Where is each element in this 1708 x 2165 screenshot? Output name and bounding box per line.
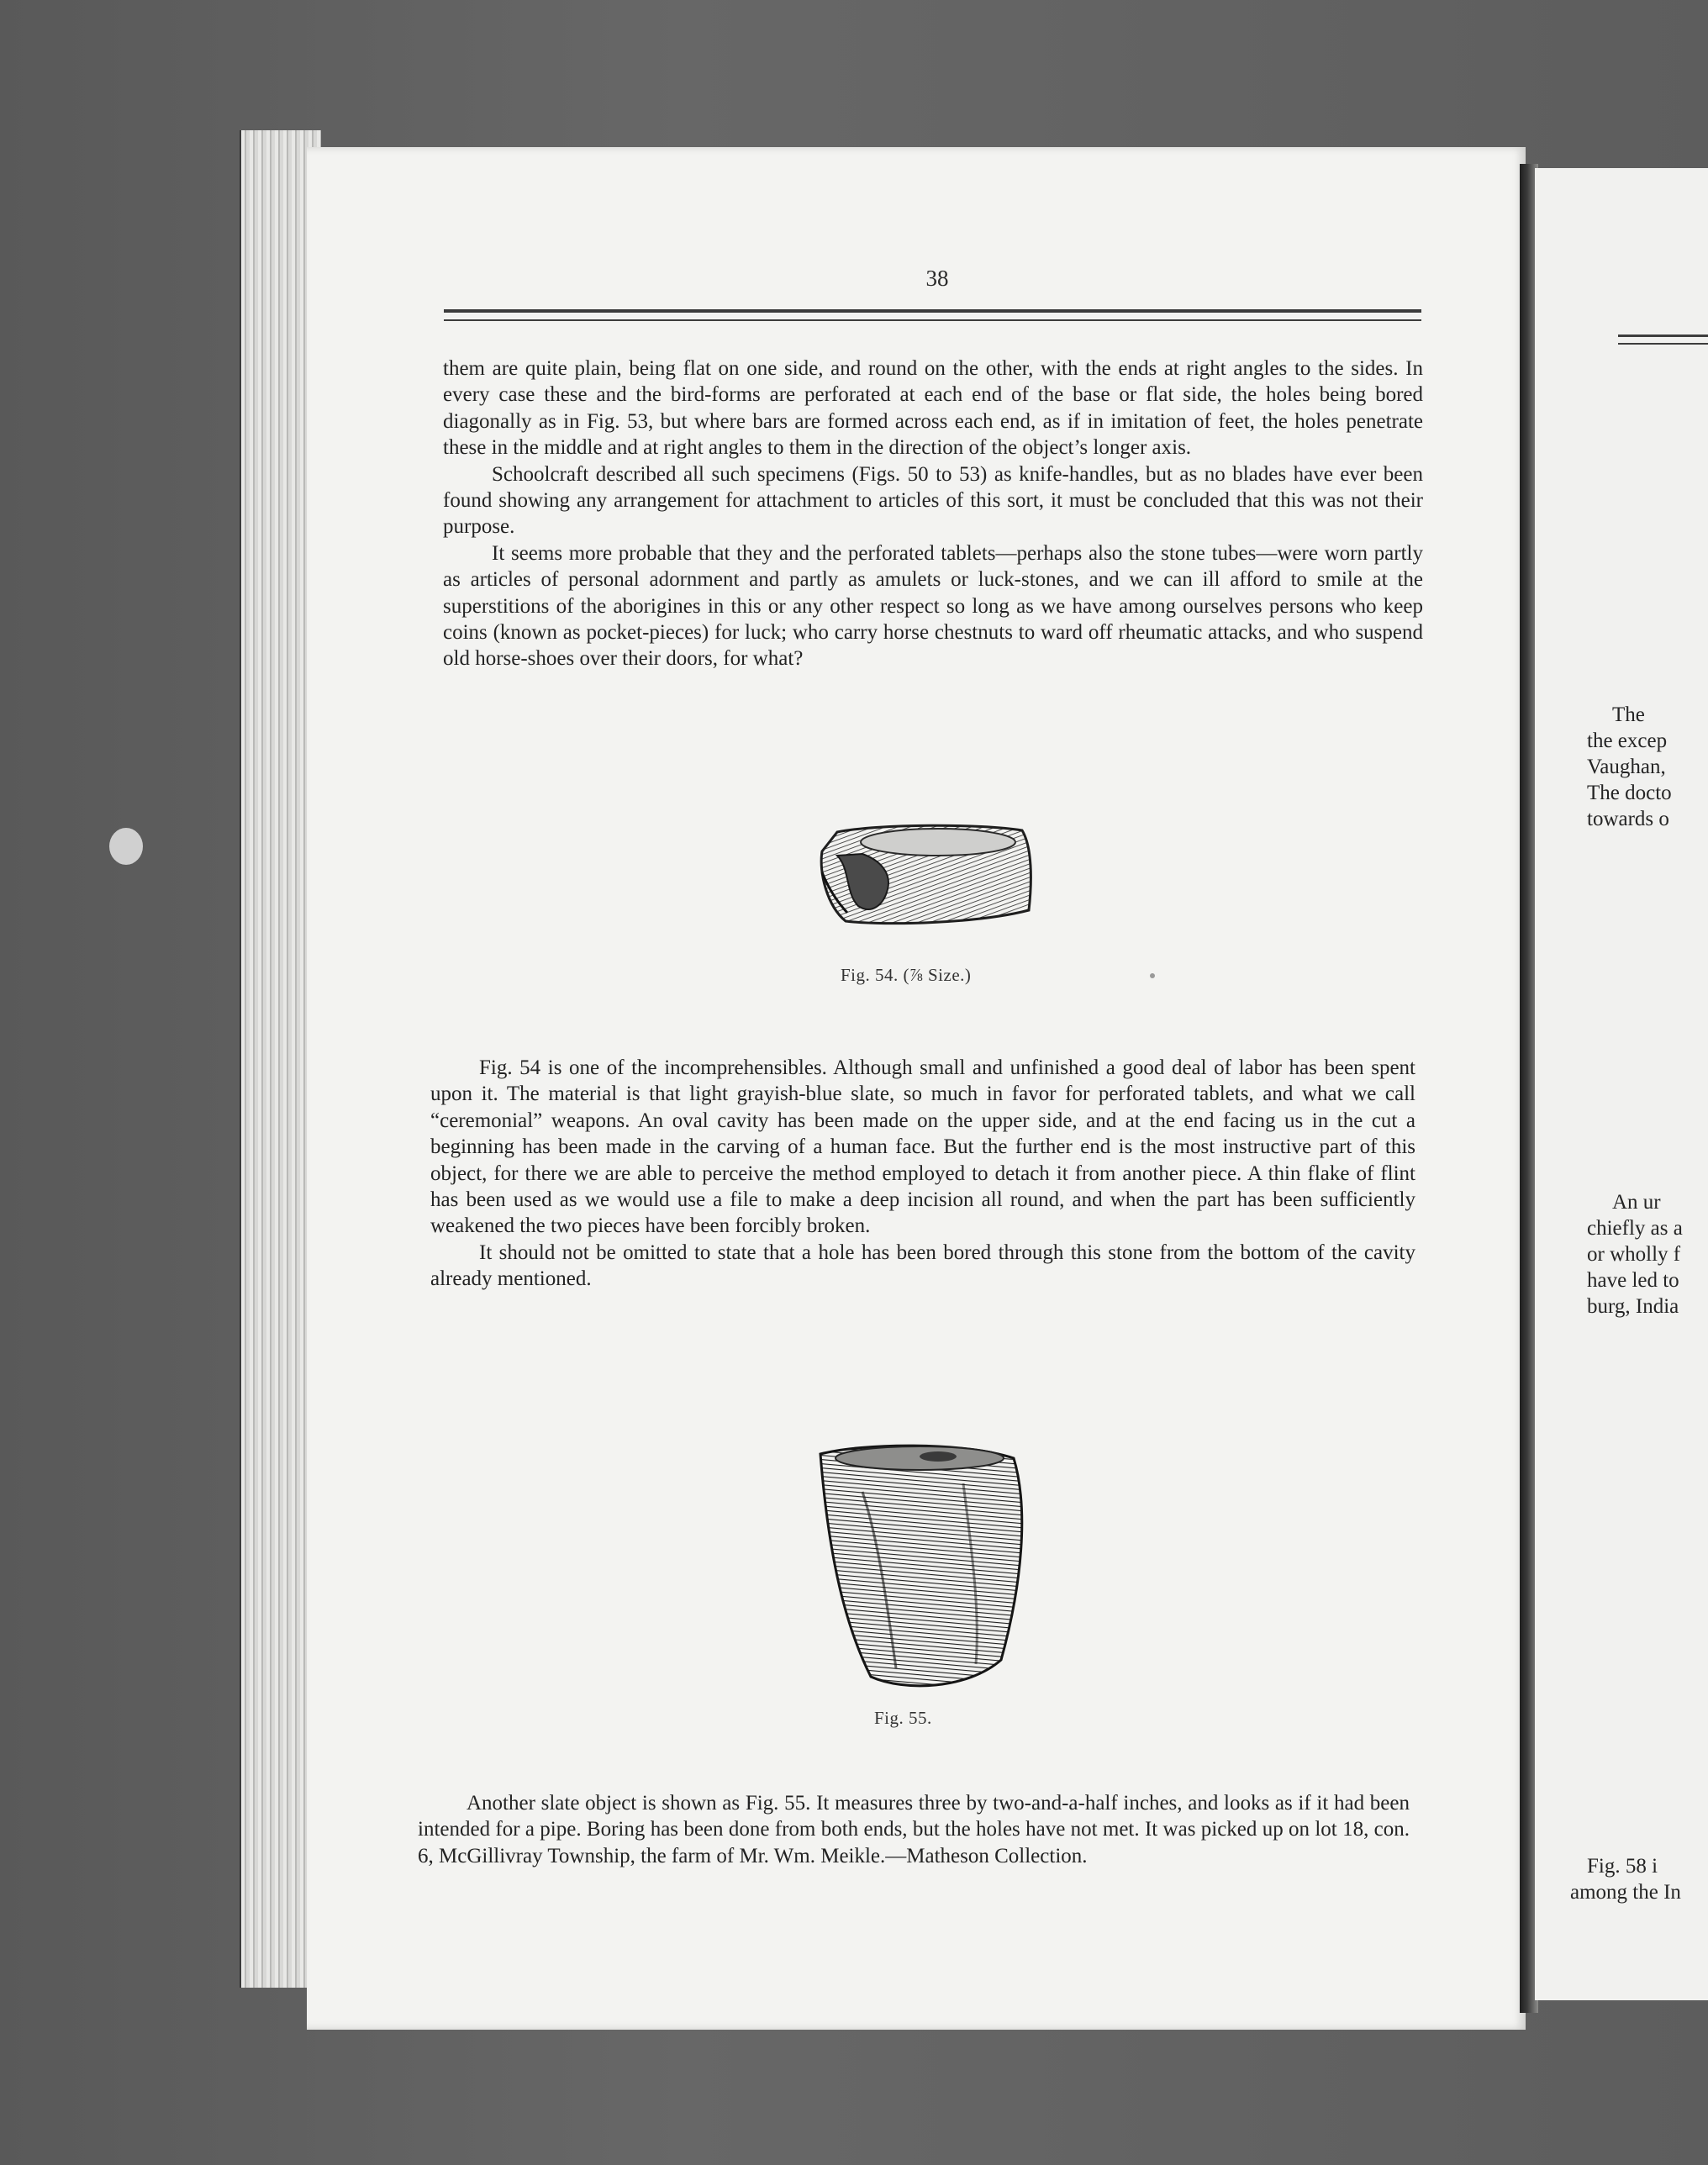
figure-54-illustration	[812, 822, 1036, 933]
header-rule-thin	[444, 319, 1421, 321]
figure-55-illustration	[812, 1441, 1029, 1694]
fragment-line: The docto	[1587, 782, 1672, 804]
figure-55-caption: Fig. 55.	[874, 1708, 932, 1728]
facing-page-rule-thin	[1618, 343, 1708, 345]
fragment-line: towards o	[1587, 808, 1669, 830]
facing-page-rule-thick	[1618, 334, 1708, 337]
paragraph: Schoolcraft described all such specimens (Figs. 50 to 53) as knife-handles, but as no blades have ever been found showing any arrangement for attachment to articles of this sort, it must be concluded that this was not their purpose.	[443, 462, 1423, 539]
facing-page-fragment-1	[1587, 702, 1672, 832]
fragment-line: Fig. 58 i	[1587, 1855, 1658, 1878]
fragment-line: the excep	[1587, 730, 1668, 752]
text-block-top	[443, 356, 1423, 672]
paragraph: Fig. 54 is one of the incomprehensibles. Although small and unfinished a good deal of labor has been spent upon it. The material is that light grayish-blue slate, so much in favor for perforated tablets, and what we call “ceremonial” weapons. An oval cavity has been made on the upper side, and at the end facing us in the cut a beginning has been made in the carving of a human face. But the further end is the most instructive part of this object, for there we are able to perceive the method employed to detach it from another piece. A thin flake of flint has been used as we would use a file to make a deep incision all round, and when the part has been sufficiently weakened the two pieces have been forcibly broken.	[430, 1056, 1415, 1238]
facing-page-fragment-2	[1587, 1189, 1683, 1320]
paragraph: them are quite plain, being flat on one side, and round on the other, with the ends at right angles to the sides. In every case these and the bird-forms are perforated at each end of the base or flat side, the holes being bored diagonally as in Fig. 53, but where bars are formed across each end, as if in imitation of feet, the holes penetrate these in the middle and at right angles to them in the direction of the object’s longer axis.	[443, 357, 1423, 460]
scan-speck	[1150, 973, 1155, 978]
figure-54-caption: Fig. 54. (⅞ Size.)	[841, 965, 972, 985]
fragment-line: have led to	[1587, 1269, 1679, 1292]
paragraph: It should not be omitted to state that a hole has been bored through this stone from the bottom of the cavity already mentioned.	[430, 1241, 1415, 1291]
paragraph: Another slate object is shown as Fig. 55. It measures three by two-and-a-half inches, and looks as if it had been intended for a pipe. Boring has been done from both ends, but the holes have not met. It was picked up on lot 18, con. 6, McGillivray Township, the farm of Mr. Wm. Meikle.—Matheson Collection.	[418, 1792, 1410, 1867]
text-block-middle	[430, 1055, 1415, 1293]
fragment-line: or wholly f	[1587, 1243, 1681, 1266]
facing-page	[1535, 168, 1708, 2000]
facing-page-fragment-3	[1570, 1853, 1681, 1905]
fragment-line: Vaughan,	[1587, 756, 1666, 778]
fragment-line: burg, India	[1587, 1295, 1679, 1318]
text-block-bottom	[418, 1790, 1410, 1869]
fragment-line: An ur	[1612, 1191, 1661, 1214]
fragment-line: The	[1612, 703, 1645, 726]
fragment-line: among the In	[1570, 1881, 1681, 1904]
paragraph: It seems more probable that they and the perforated tablets—perhaps also the stone tubes—were worn partly as articles of personal adornment and partly as amulets or luck-stones, and we can ill afford to smile at the superstitions of the aborigines in this or any other respect so long as we have among ourselves persons who keep coins (known as pocket-pieces) for luck; who carry horse chestnuts to ward off rheumatic attacks, and who suspend old horse-shoes over their doors, for what?	[443, 541, 1423, 671]
header-rule-thick	[444, 309, 1421, 313]
scan-speck	[109, 828, 143, 865]
fragment-line: chiefly as a	[1587, 1217, 1683, 1240]
page-number: 38	[925, 266, 949, 291]
